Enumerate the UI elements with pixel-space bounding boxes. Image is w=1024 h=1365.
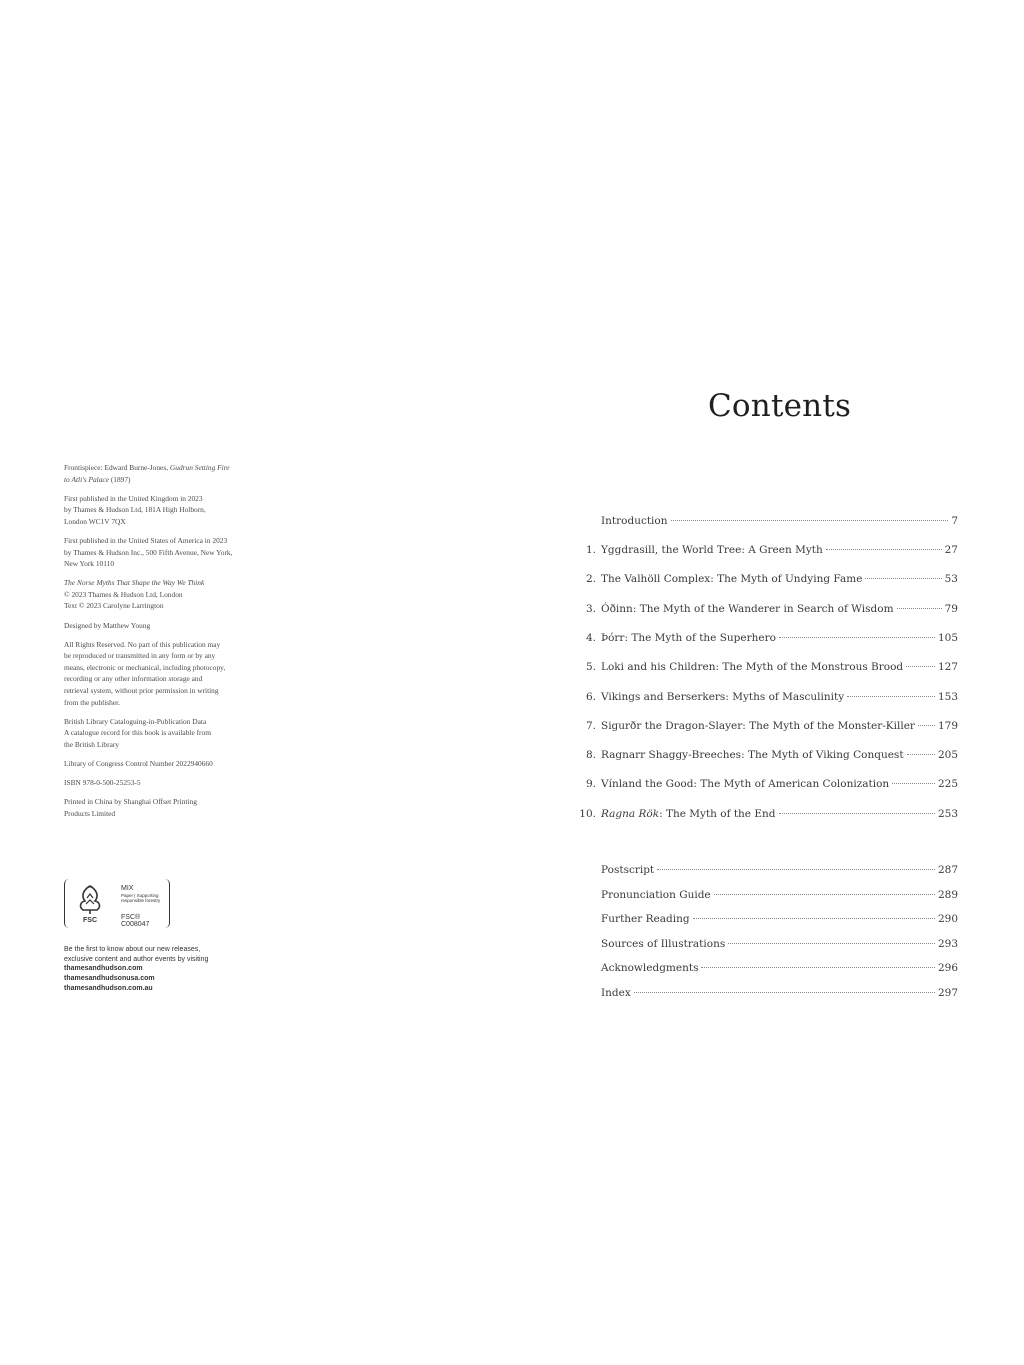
uk-line: First published in the United Kingdom in 2023 [64, 493, 203, 503]
promo-line: exclusive content and author events by visiting [64, 955, 209, 963]
dot-leader [865, 578, 941, 579]
toc-entry-chapter[interactable] [576, 691, 958, 709]
cip-line: A catalogue record for this book is available from [64, 728, 211, 738]
toc-title-text: Sources of Illustrations [601, 938, 726, 950]
toc-page-number: 225 [937, 778, 958, 790]
toc-number: 9. [585, 778, 596, 790]
toc-entry-back-matter[interactable] [576, 913, 958, 931]
toc-title-text: Pronunciation Guide [601, 889, 711, 901]
toc-entry-chapter[interactable] [576, 778, 958, 796]
cip-note [64, 716, 274, 751]
rights-notice [64, 639, 274, 709]
contents-heading: Contents [708, 388, 852, 424]
dot-leader [892, 783, 935, 784]
toc-title [601, 691, 844, 703]
loc-number: Library of Congress Control Number 2022940660 [64, 758, 213, 768]
toc-page-number: 253 [937, 808, 958, 820]
toc-number: 5. [585, 661, 596, 673]
fsc-code: FSC® C008047 [121, 914, 150, 928]
cip-line: the British Library [64, 739, 120, 749]
toc-entry-chapter[interactable] [576, 808, 958, 826]
toc-page-number: 297 [937, 987, 958, 999]
isbn: ISBN 978-0-500-25253-5 [64, 778, 141, 788]
dot-leader [847, 696, 935, 697]
toc-page-number: 293 [937, 938, 958, 950]
toc-title [601, 720, 915, 732]
cip-line: British Library Cataloguing-in-Publication Data [64, 716, 207, 726]
dot-leader [634, 992, 935, 993]
toc-title [601, 573, 862, 585]
toc-title-text: Yggdrasill, the World Tree: A Green Myth [601, 544, 823, 556]
toc-title [601, 889, 711, 901]
book-title: The Norse Myths That Shape the Way We Think [64, 578, 205, 588]
uk-line: London WC1V 7QX [64, 516, 126, 526]
toc-entry-back-matter[interactable] [576, 962, 958, 980]
toc-number: 1. [585, 544, 596, 556]
toc-page-number: 127 [937, 661, 958, 673]
toc-title [601, 938, 725, 950]
toc-entry-chapter[interactable] [576, 544, 958, 562]
toc-entry-chapter[interactable] [576, 603, 958, 621]
toc-page-number: 296 [937, 962, 958, 974]
promo-line: Be the first to know about our new releases, [64, 946, 201, 953]
designer-credit: Designed by Matthew Young [64, 620, 151, 630]
toc-title [601, 864, 654, 876]
dot-leader [701, 967, 935, 968]
fsc-mix-label: MIX [121, 885, 134, 892]
toc-entry-introduction[interactable] [576, 515, 958, 533]
toc-title-text: Introduction [601, 515, 668, 527]
toc-number: 7. [585, 720, 596, 732]
toc-entry-chapter[interactable] [576, 720, 958, 738]
toc-title-text: Vikings and Berserkers: Myths of Masculinity [601, 691, 845, 703]
toc-title-italic: Ragna Rök [601, 808, 660, 820]
toc-title-text: : The Myth of the End [659, 808, 776, 820]
toc-page-number: 179 [937, 720, 958, 732]
copyright-line: Text © 2023 Carolyne Larrington [64, 601, 164, 611]
toc-page-number: 7 [951, 515, 958, 527]
dot-leader [779, 637, 935, 638]
toc-title-text: Óðinn: The Myth of the Wanderer in Search of Wisdom [601, 603, 894, 615]
us-line: by Thames & Hudson Inc., 500 Fifth Avenue, New York, [64, 547, 233, 557]
website-link[interactable]: thamesandhudson.com.au [64, 984, 153, 992]
toc-title [601, 603, 894, 615]
toc-title [601, 749, 904, 761]
toc-title [601, 987, 631, 999]
dot-leader [826, 549, 942, 550]
publisher-promo [64, 945, 284, 994]
rights-line: means, electronic or mechanical, including photocopy, [64, 662, 226, 672]
toc-entry-chapter[interactable] [576, 632, 958, 650]
us-line: New York 10110 [64, 559, 115, 569]
rights-line: retrieval system, without prior permission in writing [64, 686, 219, 695]
printer-line: Products Limited [64, 808, 116, 818]
toc-title [601, 661, 903, 673]
toc-page-number: 287 [937, 864, 958, 876]
toc-entry-back-matter[interactable] [576, 864, 958, 882]
toc-title-text: Vínland the Good: The Myth of American Colonization [601, 778, 890, 790]
uk-line: by Thames & Hudson Ltd, 181A High Holborn, [64, 505, 206, 515]
frontispiece-artwork-title-cont: to Atli's Palace [64, 474, 109, 484]
printer-note [64, 796, 274, 819]
dot-leader [714, 894, 935, 895]
fsc-mix-sub: Paper | Supporting [121, 893, 159, 898]
dot-leader [907, 754, 935, 755]
toc-entry-chapter[interactable] [576, 661, 958, 679]
toc-page-number: 27 [944, 544, 958, 556]
toc-number: 6. [585, 691, 596, 703]
toc-title-text: Postscript [601, 864, 655, 876]
toc-number: 2. [585, 573, 596, 585]
toc-page-number: 105 [937, 632, 958, 644]
dot-leader [671, 520, 949, 521]
website-link[interactable]: thamesandhudson.com [64, 965, 143, 973]
fsc-text: FSC [83, 917, 97, 923]
fsc-tree-icon [73, 883, 107, 923]
dot-leader [728, 943, 935, 944]
dot-leader [918, 725, 935, 726]
us-publication-note [64, 535, 274, 570]
frontispiece-credit [64, 462, 274, 485]
toc-entry-back-matter[interactable] [576, 987, 958, 1005]
toc-title-text: Loki and his Children: The Myth of the Monstrous Brood [601, 661, 904, 673]
rights-line: be reproduced or transmitted in any form or by any [64, 651, 216, 661]
toc-title [601, 962, 698, 974]
toc-number: 8. [585, 749, 596, 761]
dot-leader [906, 666, 935, 667]
frontispiece-date: (1897) [108, 474, 131, 484]
frontispiece-artwork-title: Gudrun Setting Fire [169, 463, 230, 472]
toc-number: 3. [585, 603, 596, 615]
toc-title-text: Further Reading [601, 913, 690, 925]
toc-page-number: 53 [944, 573, 958, 585]
toc-entry-back-matter[interactable] [576, 889, 958, 907]
dot-leader [693, 918, 935, 919]
toc-title-text: Index [601, 987, 631, 999]
toc-entry-chapter[interactable] [576, 749, 958, 767]
copyright-line: © 2023 Thames & Hudson Ltd, London [64, 589, 183, 599]
fsc-label [64, 879, 170, 928]
toc-title-text: Ragnarr Shaggy-Breeches: The Myth of Viking Conquest [601, 749, 904, 761]
toc-title-text: The Valhöll Complex: The Myth of Undying Fame [601, 573, 863, 585]
printer-line: Printed in China by Shanghai Offset Printing [64, 797, 197, 807]
fsc-mix-sub: responsible forestry [121, 898, 161, 903]
frontispiece-text: Frontispiece: Edward Burne-Jones, [64, 463, 170, 472]
toc-number: 10. [579, 808, 596, 820]
toc-title-text: Acknowledgments [601, 962, 699, 974]
dot-leader [657, 869, 935, 870]
toc-title-text: Þórr: The Myth of the Superhero [601, 632, 776, 644]
toc-page-number: 205 [937, 749, 958, 761]
toc-page-number: 290 [937, 913, 958, 925]
toc-title [601, 515, 668, 527]
toc-page-number: 79 [944, 603, 958, 615]
dot-leader [779, 813, 935, 814]
dot-leader [897, 608, 942, 609]
copyright-note [64, 577, 274, 612]
toc-title [601, 808, 776, 820]
us-line: First published in the United States of America in 2023 [64, 535, 228, 545]
toc-title-text: Sigurðr the Dragon-Slayer: The Myth of the Monster-Killer [601, 720, 915, 732]
toc-page-number: 153 [937, 691, 958, 703]
toc-title [601, 778, 889, 790]
rights-line: recording or any other information storage and [64, 674, 203, 684]
toc-number: 4. [585, 632, 596, 644]
toc-entry-chapter[interactable] [576, 573, 958, 591]
fsc-mix [121, 885, 160, 903]
uk-publication-note [64, 493, 274, 528]
rights-line: All Rights Reserved. No part of this publication may [64, 639, 221, 649]
toc-entry-back-matter[interactable] [576, 938, 958, 956]
copyright-imprint [64, 462, 274, 827]
toc-title [601, 632, 776, 644]
website-link[interactable]: thamesandhudsonusa.com [64, 975, 155, 983]
toc-title [601, 913, 690, 925]
toc-page-number: 289 [937, 889, 958, 901]
rights-line: from the publisher. [64, 697, 121, 707]
toc-title [601, 544, 823, 556]
